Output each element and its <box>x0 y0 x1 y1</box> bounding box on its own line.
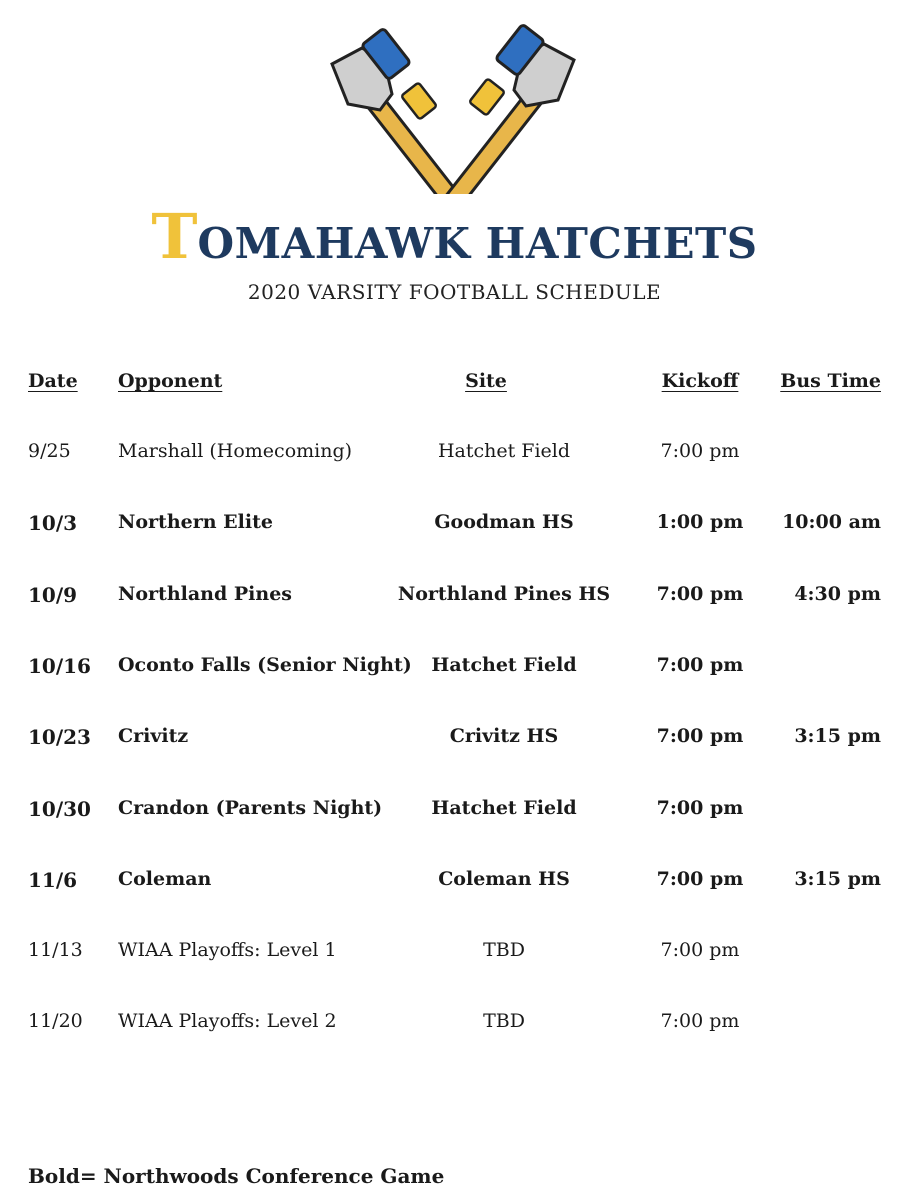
title-initial: T <box>151 200 198 273</box>
game-kickoff: 7:00 pm <box>660 939 740 962</box>
game-site: TBD <box>483 1010 525 1033</box>
table-row <box>0 868 909 898</box>
table-row <box>0 583 909 613</box>
table-row <box>0 725 909 755</box>
game-site: Coleman HS <box>438 867 570 890</box>
game-kickoff: 7:00 pm <box>656 653 744 676</box>
game-site: Hatchet Field <box>431 653 577 676</box>
game-site: Hatchet Field <box>437 440 571 462</box>
game-date: 10/23 <box>28 725 91 750</box>
title-rest: OMAHAWK HATCHETS <box>197 219 758 268</box>
game-opponent: Northern Elite <box>118 511 273 534</box>
game-opponent: Coleman <box>118 867 212 890</box>
column-header-bus-time: Bus Time <box>780 370 881 392</box>
game-bus-time: 4:30 pm <box>794 582 881 605</box>
game-kickoff: 7:00 pm <box>656 725 744 748</box>
game-date: 10/30 <box>28 796 91 821</box>
game-opponent: WIAA Playoffs: Level 2 <box>118 1010 337 1033</box>
game-kickoff: 1:00 pm <box>656 511 744 534</box>
game-date: 10/9 <box>28 582 78 607</box>
game-site: Crivitz HS <box>449 725 559 748</box>
table-row <box>0 654 909 684</box>
table-row <box>0 797 909 827</box>
game-opponent: WIAA Playoffs: Level 1 <box>118 939 337 962</box>
legend-note: Bold= Northwoods Conference Game <box>28 1164 445 1188</box>
game-site: TBD <box>483 939 525 962</box>
game-site: Hatchet Field <box>431 796 577 819</box>
crossed-tomahawks-logo <box>322 14 584 194</box>
game-opponent: Crivitz <box>118 725 189 748</box>
game-bus-time: 10:00 am <box>782 511 881 534</box>
game-opponent: Crandon (Parents Night) <box>118 796 383 819</box>
game-date: 11/20 <box>28 1010 83 1033</box>
game-opponent: Oconto Falls (Senior Night) <box>118 653 412 676</box>
column-header-opponent: Opponent <box>118 370 223 392</box>
team-title <box>0 200 909 273</box>
table-row <box>0 511 909 541</box>
game-kickoff: 7:00 pm <box>660 440 740 462</box>
game-bus-time: 3:15 pm <box>794 867 881 890</box>
game-date: 11/13 <box>28 939 83 962</box>
game-site: Northland Pines HS <box>397 582 611 605</box>
column-header-date: Date <box>28 370 78 392</box>
table-row <box>0 440 909 470</box>
game-kickoff: 7:00 pm <box>656 582 744 605</box>
game-bus-time: 3:15 pm <box>794 725 881 748</box>
column-header-site: Site <box>465 370 507 392</box>
game-date: 10/16 <box>28 653 91 678</box>
game-kickoff: 7:00 pm <box>660 1010 740 1033</box>
table-row <box>0 939 909 969</box>
table-row <box>0 1010 909 1040</box>
game-date: 9/25 <box>28 440 71 462</box>
game-date: 10/3 <box>28 511 78 536</box>
schedule-subtitle: 2020 VARSITY FOOTBALL SCHEDULE <box>247 280 662 304</box>
game-site: Goodman HS <box>434 511 574 534</box>
column-header-kickoff: Kickoff <box>661 370 739 392</box>
game-opponent: Marshall (Homecoming) <box>118 440 353 462</box>
game-date: 11/6 <box>28 867 78 892</box>
game-opponent: Northland Pines <box>118 582 292 605</box>
game-kickoff: 7:00 pm <box>656 867 744 890</box>
game-kickoff: 7:00 pm <box>656 796 744 819</box>
